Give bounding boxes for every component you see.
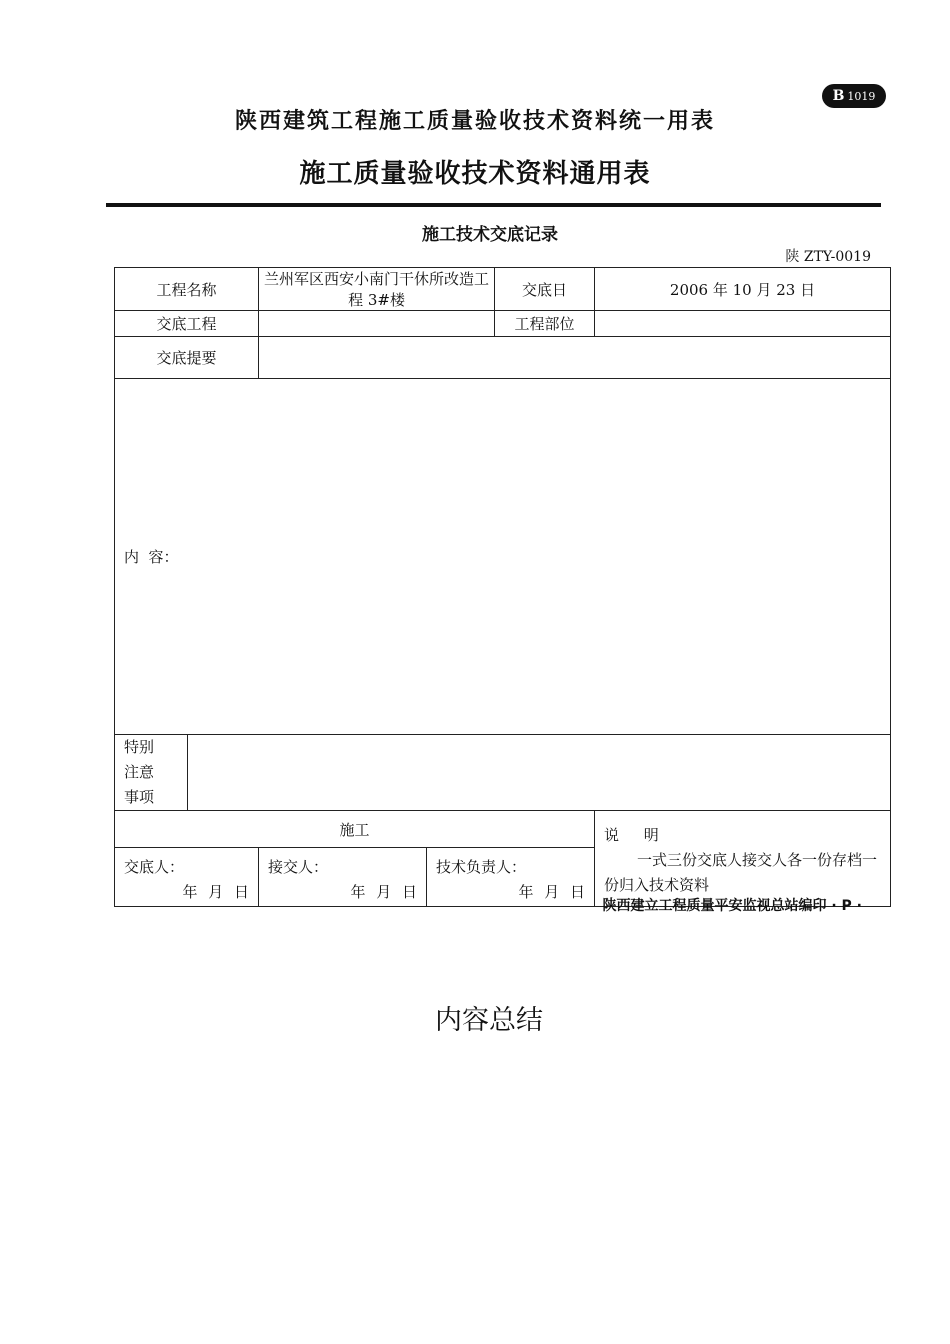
receiver-signature[interactable] (259, 848, 427, 907)
document-subtitle: 施工质量验收技术资料通用表 (299, 159, 651, 189)
content-label: 内 容： (124, 548, 179, 566)
date-value: 2006 年 10 月 23 日 (595, 268, 891, 311)
project-part-label: 工程部位 (495, 311, 595, 337)
summary-value[interactable] (259, 337, 891, 379)
note-text: 一式三份交底人接交人各一份存档一份归入技术资料 (604, 851, 878, 894)
discloser-signature[interactable] (115, 848, 259, 907)
date-label: 交底日 (495, 268, 595, 311)
document-title: 陕西建筑工程施工质量验收技术资料统一用表 (234, 109, 715, 134)
disclosure-form (114, 267, 891, 907)
construction-label: 施工 (115, 811, 595, 848)
tech-lead-label: 技术负责人： (436, 858, 527, 876)
content-area[interactable] (115, 379, 891, 735)
disclosure-project-value[interactable] (259, 311, 495, 337)
publisher-footer: 陕西建立工程质量平安监视总站编印 · P · (602, 898, 862, 914)
special-label-line-2: 注意 (124, 763, 155, 781)
disclosure-project-label: 交底工程 (115, 311, 259, 337)
summary-label: 交底提要 (115, 337, 259, 379)
receiver-label: 接交人： (268, 858, 329, 876)
special-notes-value[interactable] (188, 735, 891, 811)
project-part-value[interactable] (595, 311, 891, 337)
instructions-note (595, 811, 891, 907)
special-notes-label (115, 735, 188, 811)
discloser-label: 交底人： (124, 858, 185, 876)
discloser-date: 年 月 日 (182, 883, 250, 901)
form-code: 陕 ZTY-0019 (785, 249, 871, 265)
summary-heading: 内容总结 (435, 1005, 543, 1036)
badge-letter: B (832, 88, 845, 104)
note-title: 说 明 (604, 826, 669, 844)
tech-lead-date: 年 月 日 (518, 883, 586, 901)
form-title: 施工技术交底记录 (422, 225, 558, 245)
tech-lead-signature[interactable] (427, 848, 595, 907)
special-label-line-1: 特别 (124, 738, 155, 756)
header-divider (106, 203, 881, 207)
project-name-value: 兰州军区西安小南门干休所改造工程 3#楼 (259, 268, 495, 311)
special-label-line-3: 事项 (124, 788, 155, 806)
project-name-label: 工程名称 (115, 268, 259, 311)
receiver-date: 年 月 日 (350, 883, 418, 901)
badge-number: 1019 (847, 89, 876, 103)
